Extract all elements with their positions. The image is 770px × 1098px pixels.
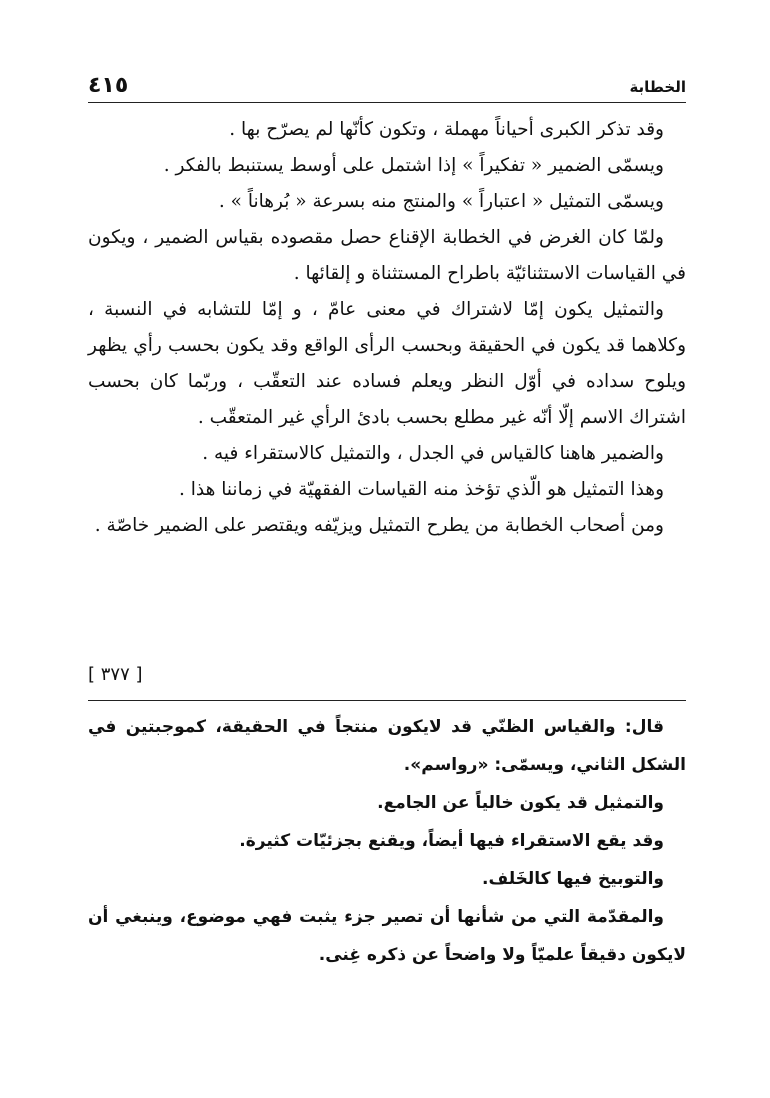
paragraph: والتمثيل يكون إمّا لاشتراك في معنى عامّ ، و إمّا للتشابه في النسبة ، وكلاهما قد يكون في الحقيقة وبحسب الرأى الواقع وقد يكون بحسب رأي يظهر ويلوح سداده في أوّل النظر ويعلم فساده عند التعقّب ، وربّما كان بحسب اشتراك الاسم إلّا أنّه غير مطلع بحسب بادئ الرأي غير المتعقّب . <box>88 299 686 428</box>
page-number: ٤١٥ <box>88 73 129 98</box>
section-number: [ ٣٧٧ ] <box>88 664 143 685</box>
paragraph: والضمير هاهنا كالقياس في الجدل ، والتمثيل كالاستقراء فيه . <box>202 443 664 464</box>
paragraph: ولمّا كان الغرض في الخطابة الإقناع حصل مقصوده بقياس الضمير ، ويكون في القياسات الاستثنائيّة باطراح المستثناة و إلقائها . <box>88 227 686 284</box>
commentary-line: وقد يقع الاستقراء فيها أيضاً، ويقنع بجزئيّات كثيرة. <box>239 831 664 851</box>
page-header <box>88 62 686 102</box>
commentary-line: والتوبيخ فيها كالخَلف. <box>481 869 664 889</box>
commentary-line: والمقدّمة التي من شأنها أن تصير جزء يثبت فهي موضوع، وينبغي أن لايكون دقيقاً علميّاً ولا واضحاً عن ذكره غِنى. <box>88 907 686 965</box>
paragraph: ويسمّى الضمير « تفكيراً » إذا اشتمل على أوسط يستنبط بالفكر . <box>163 155 664 176</box>
header-rule <box>88 102 686 103</box>
paragraph: ومن أصحاب الخطابة من يطرح التمثيل ويزيّفه ويقتصر على الضمير خاصّة . <box>94 515 664 536</box>
paragraph: ويسمّى التمثيل « اعتباراً » والمنتج منه بسرعة « بُرهاناً » . <box>218 191 664 212</box>
commentary <box>88 708 686 974</box>
section-rule <box>88 700 686 701</box>
commentary-line <box>88 708 686 784</box>
paragraph: وقد تذكر الكبرى أحياناً مهملة ، وتكون كأنّها لم يصرّح بها . <box>229 119 664 140</box>
qaal-label: قال <box>631 717 664 737</box>
commentary-line: والتمثيل قد يكون خالياً عن الجامع. <box>377 793 664 813</box>
commentary-text: : والقياس الظنّي قد لايكون منتجاً في الحقيقة، كموجبتين في الشكل الثاني، ويسمّى: «رواسم». <box>88 717 686 775</box>
main-text <box>88 112 686 544</box>
running-title: الخطابة <box>629 78 686 96</box>
paragraph: وهذا التمثيل هو الّذي تؤخذ منه القياسات الفقهيّة في زماننا هذا . <box>178 479 664 500</box>
